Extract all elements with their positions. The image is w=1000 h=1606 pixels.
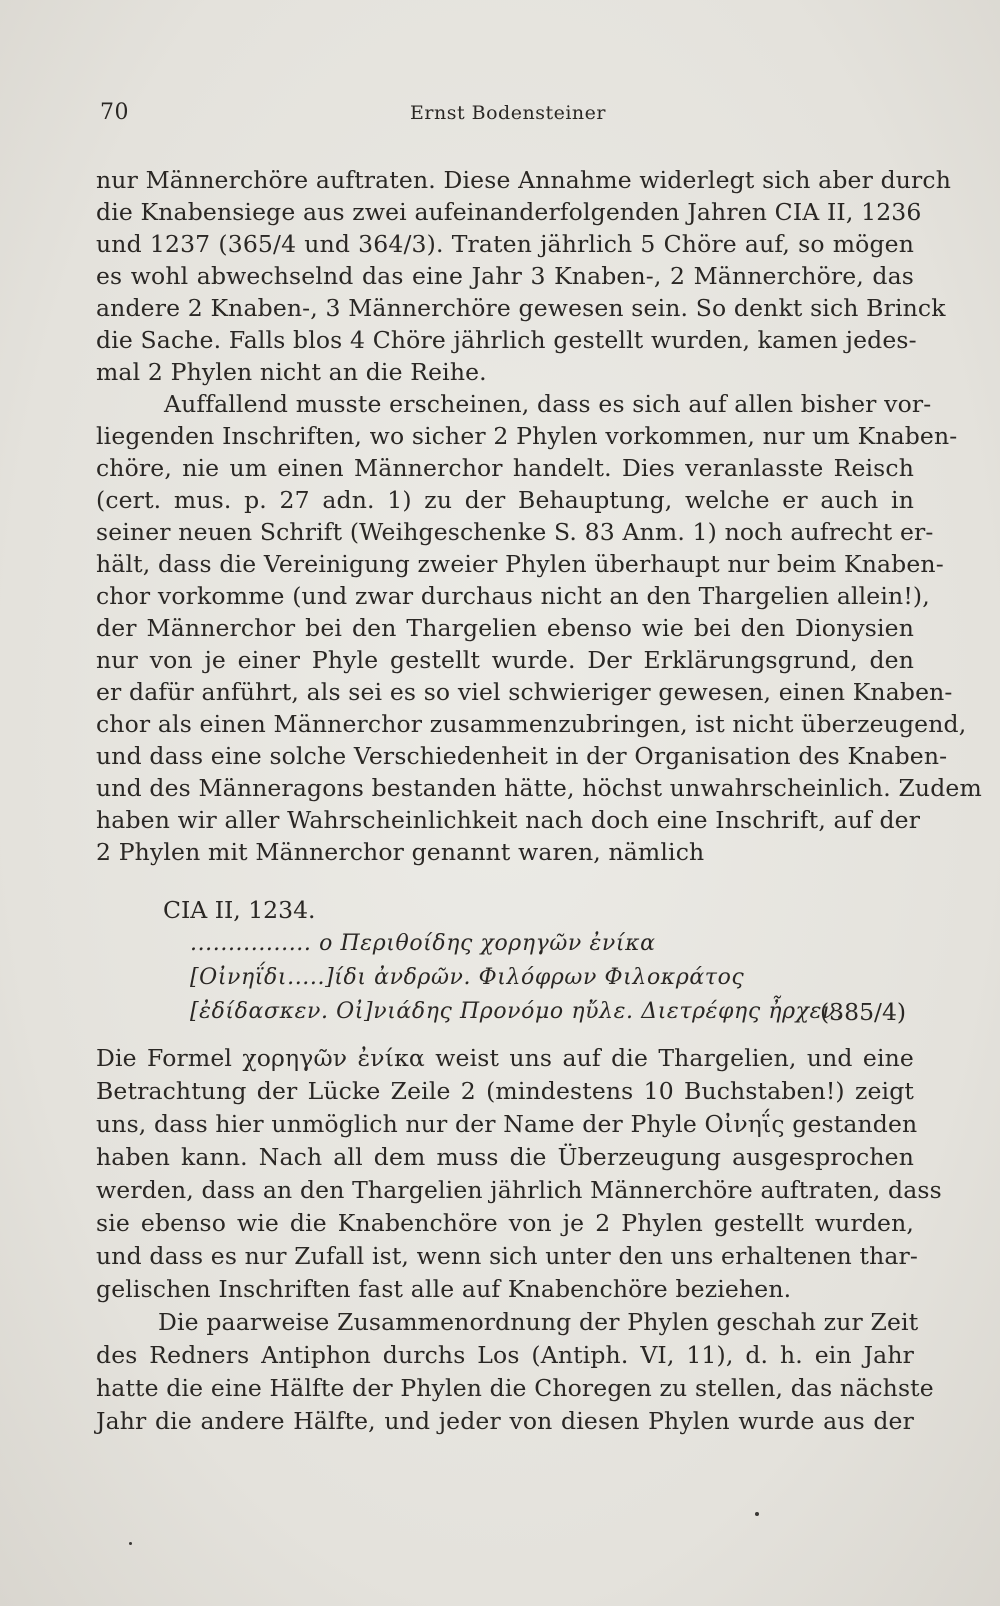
scan-speck [755,1512,759,1516]
running-head: Ernst Bodensteiner [410,102,606,124]
text-line: und 1237 (365/4 und 364/3). Traten jährlich 5 Chöre auf, so mögen [96,230,914,258]
text-line: andere 2 Knaben-, 3 Männerchöre gewesen sein. So denkt sich Brinck [96,294,946,322]
inscription-line: [Οἰνηΐδι.....]ίδι ἀνδρῶν. Φιλόφρων Φιλοκράτος [190,965,745,990]
inscription-date: (385/4) [820,998,907,1026]
text-line: Jahr die andere Hälfte, und jeder von diesen Phylen wurde aus der [96,1407,914,1435]
text-line: seiner neuen Schrift (Weihgeschenke S. 83 Anm. 1) noch aufrecht er- [96,518,934,546]
scan-speck [129,1542,132,1545]
text-line: der Männerchor bei den Thargelien ebenso wie bei den Dionysien [96,614,914,642]
text-line: es wohl abwechselnd das eine Jahr 3 Knaben-, 2 Männerchöre, das [96,262,914,290]
text-line: gelischen Inschriften fast alle auf Knabenchöre beziehen. [96,1275,792,1303]
text-line: haben kann. Nach all dem muss die Überzeugung ausgesprochen [96,1143,914,1171]
text-line: uns, dass hier unmöglich nur der Name der Phyle Οἰνηΐς gestanden [96,1110,918,1138]
inscription-reference: CIA II, 1234. [163,896,316,924]
text-line: hält, dass die Vereinigung zweier Phylen überhaupt nur beim Knaben- [96,550,944,578]
text-line: Die Formel χορηγῶν ἐνίκα weist uns auf die Thargelien, und eine [96,1044,914,1072]
text-line: haben wir aller Wahrscheinlichkeit nach doch eine Inschrift, auf der [96,806,921,834]
text-line: sie ebenso wie die Knabenchöre von je 2 Phylen gestellt wurden, [96,1209,914,1237]
text-line: und des Männeragons bestanden hätte, höchst unwahrscheinlich. Zudem [96,774,982,802]
text-line: 2 Phylen mit Männerchor genannt waren, nämlich [96,838,705,866]
text-line: liegenden Inschriften, wo sicher 2 Phylen vorkommen, nur um Knaben- [96,422,958,450]
text-line: des Redners Antiphon durchs Los (Antiph. VI, 11), d. h. ein Jahr [96,1341,914,1369]
text-line: chöre, nie um einen Männerchor handelt. Dies veranlasste Reisch [96,454,914,482]
text-line: mal 2 Phylen nicht an die Reihe. [96,358,487,386]
inscription-line: [ἐδίδασκεν. Οἰ]νιάδης Προνόμο ηὔλε. Διετρέφης ἦρχεν. [190,999,844,1024]
page-number: 70 [100,100,129,125]
text-line: und dass es nur Zufall ist, wenn sich unter den uns erhaltenen thar- [96,1242,919,1270]
text-line: chor als einen Männerchor zusammenzubringen, ist nicht überzeugend, [96,710,967,738]
text-line: nur von je einer Phyle gestellt wurde. Der Erklärungsgrund, den [96,646,914,674]
text-line: die Sache. Falls blos 4 Chöre jährlich gestellt wurden, kamen jedes- [96,326,917,354]
page-header [100,100,916,140]
text-line: chor vorkomme (und zwar durchaus nicht an den Thargelien allein!), [96,582,930,610]
text-line: nur Männerchöre auftraten. Diese Annahme widerlegt sich aber durch [96,166,952,194]
text-line: Betrachtung der Lücke Zeile 2 (mindestens 10 Buchstaben!) zeigt [96,1077,914,1105]
text-line: werden, dass an den Thargelien jährlich Männerchöre auftraten, dass [96,1176,942,1204]
text-line: (cert. mus. p. 27 adn. 1) zu der Behauptung, welche er auch in [96,486,914,514]
text-line: die Knabensiege aus zwei aufeinanderfolgenden Jahren CIA II, 1236 [96,198,922,226]
inscription-line: ................ ο Περιθοίδης χορηγῶν ἐνίκα [190,931,656,956]
text-line: Auffallend musste erscheinen, dass es sich auf allen bisher vor- [164,390,932,418]
text-line: hatte die eine Hälfte der Phylen die Choregen zu stellen, das nächste [96,1374,934,1402]
text-line: er dafür anführt, als sei es so viel schwieriger gewesen, einen Knaben- [96,678,953,706]
text-line: Die paarweise Zusammenordnung der Phylen geschah zur Zeit [158,1308,919,1336]
text-line: und dass eine solche Verschiedenheit in der Organisation des Knaben- [96,742,948,770]
